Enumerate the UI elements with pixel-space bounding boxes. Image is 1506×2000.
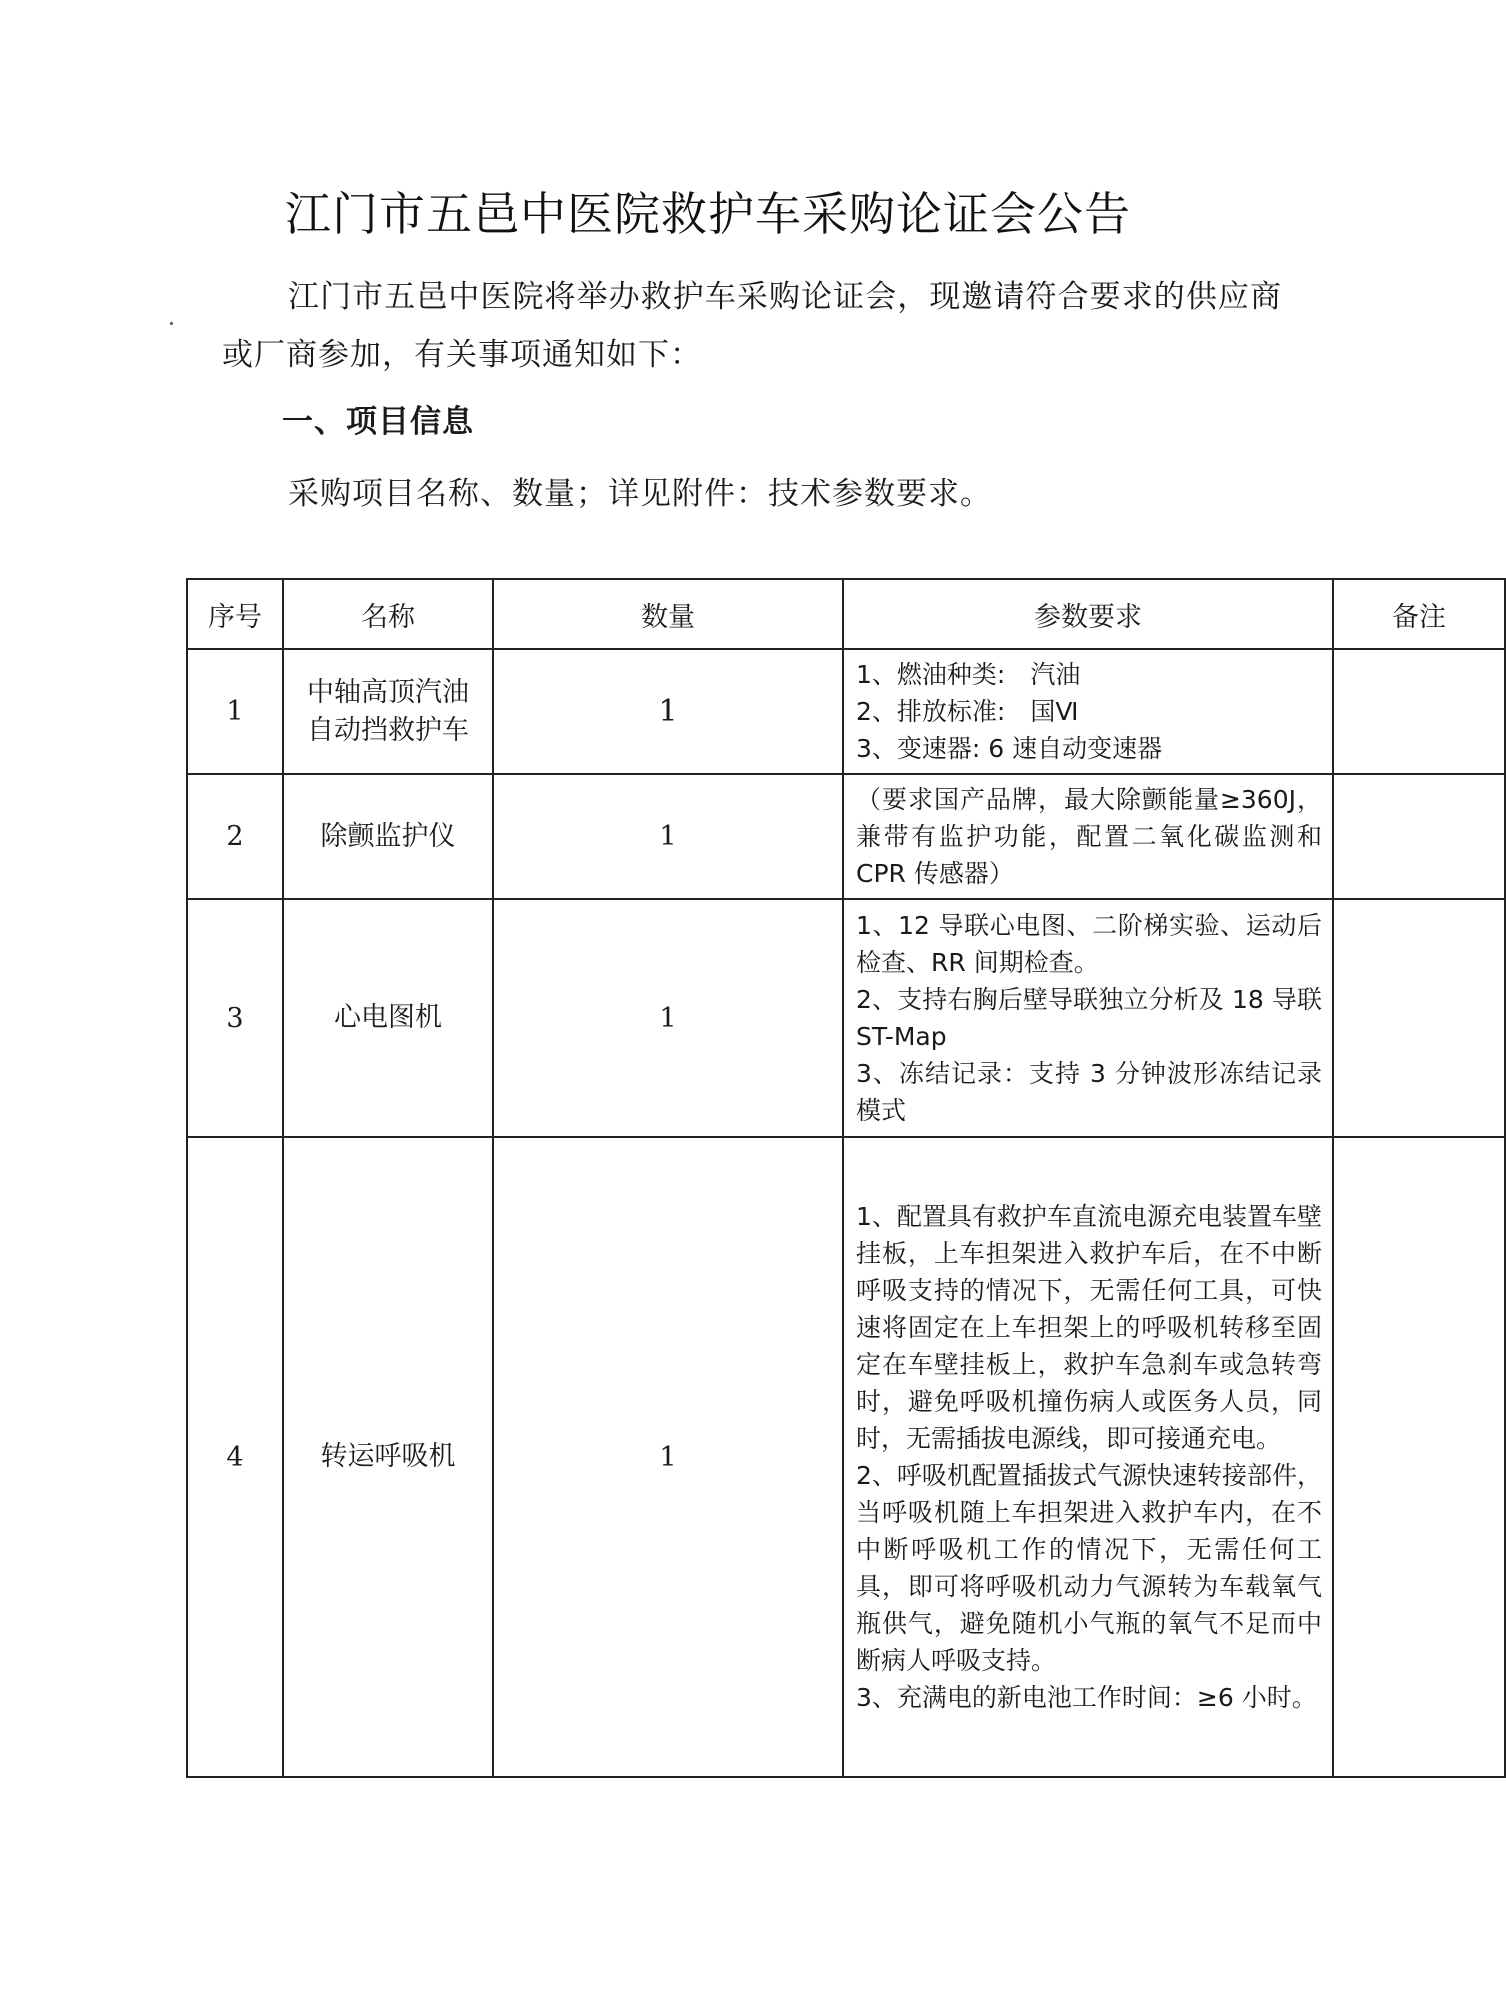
row-num: 2 [187,774,283,899]
table-row [187,1137,1505,1777]
spec-table [186,578,1506,1778]
param-line: 2、排放标准: 国Ⅵ [856,697,1079,726]
row-num: 3 [187,899,283,1137]
param-line: 1、燃油种类: 汽油 [856,660,1081,689]
procurement-description: 采购项目名称、数量；详见附件：技术参数要求。 [288,476,992,512]
header-note: 备注 [1333,579,1505,649]
row-num: 1 [187,649,283,774]
row-name: 转运呼吸机 [283,1137,493,1777]
table-row [187,649,1505,774]
row-note [1333,774,1505,899]
param-line: 1、12 导联心电图、二阶梯实验、运动后检查、RR 间期检查。 [856,911,1322,977]
param-line: 2、呼吸机配置插拔式气源快速转接部件，当呼吸机随上车担架进入救护车内，在不中断呼吸机工作的情况下，无需任何工具，即可将呼吸机动力气源转为车载氧气瓶供气，避免随机小气瓶的氧气不足而中断病人呼吸支持。 [856,1461,1322,1675]
table-row [187,899,1505,1137]
section-heading: 一、项目信息 [282,404,474,440]
row-qty: 1 [493,1137,843,1777]
page-title: 江门市五邑中医院救护车采购论证会公告 [285,187,1131,241]
header-params: 参数要求 [843,579,1333,649]
intro-paragraph: 江门市五邑中医院将举办救护车采购论证会，现邀请符合要求的供应商或厂商参加，有关事项通知如下： [222,279,1282,373]
row-name: 心电图机 [283,899,493,1137]
row-params [843,649,1333,774]
header-num: 序号 [187,579,283,649]
param-line: 3、充满电的新电池工作时间：≥6 小时。 [856,1683,1317,1712]
row-params [843,1137,1333,1777]
param-line: 1、配置具有救护车直流电源充电装置车壁挂板，上车担架进入救护车后，在不中断呼吸支持的情况下，无需任何工具，可快速将固定在上车担架上的呼吸机转移至固定在车壁挂板上，救护车急刹车或急转弯时，避免呼吸机撞伤病人或医务人员，同时，无需插拔电源线，即可接通充电。 [856,1202,1322,1453]
table-row [187,774,1505,899]
scan-artifact-dot [170,322,173,325]
table-header-row [187,579,1505,649]
row-qty: 1 [493,774,843,899]
header-name: 名称 [283,579,493,649]
header-qty: 数量 [493,579,843,649]
row-params [843,774,1333,899]
param-line: （要求国产品牌，最大除颤能量≥360J，兼带有监护功能，配置二氧化碳监测和 CPR 传感器） [856,785,1322,888]
row-note [1333,1137,1505,1777]
param-line: 3、冻结记录：支持 3 分钟波形冻结记录模式 [856,1059,1322,1125]
param-line: 2、支持右胸后壁导联独立分析及 18 导联 ST-Map [856,985,1322,1051]
row-params [843,899,1333,1137]
param-line: 3、变速器: 6 速自动变速器 [856,734,1163,763]
row-qty: 1 [493,649,843,774]
row-note [1333,649,1505,774]
row-note [1333,899,1505,1137]
row-qty: 1 [493,899,843,1137]
row-name: 除颤监护仪 [283,774,493,899]
row-name: 中轴高顶汽油自动挡救护车 [283,649,493,774]
row-num: 4 [187,1137,283,1777]
